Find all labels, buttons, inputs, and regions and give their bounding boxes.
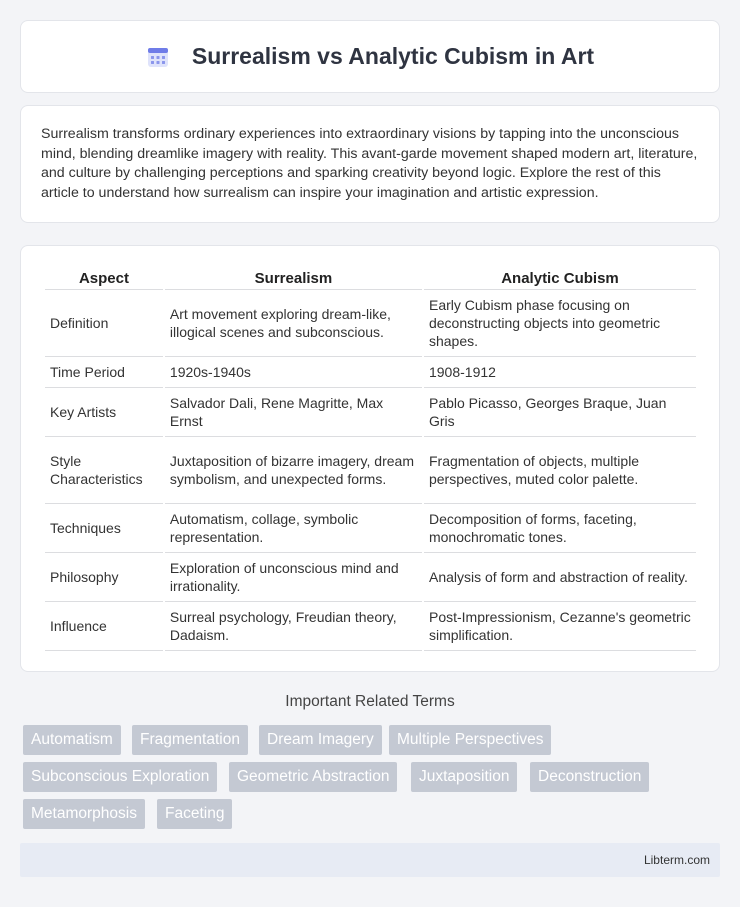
row-analytic-cubism: Fragmentation of objects, multiple perspectives, muted color palette.	[424, 437, 696, 504]
row-analytic-cubism: Analysis of form and abstraction of reality.	[424, 553, 696, 602]
header-aspect: Aspect	[45, 266, 163, 290]
row-surrealism: Surreal psychology, Freudian theory, Dadaism.	[165, 602, 422, 651]
row-surrealism: 1920s-1940s	[165, 357, 422, 388]
row-analytic-cubism: Pablo Picasso, Georges Braque, Juan Gris	[424, 388, 696, 437]
row-surrealism: Automatism, collage, symbolic representation.	[165, 504, 422, 553]
header-card	[20, 20, 720, 93]
row-aspect: Philosophy	[45, 553, 163, 602]
tag-subconscious-exploration[interactable]: Subconscious Exploration	[23, 762, 217, 792]
tag-dream-imagery[interactable]: Dream Imagery	[259, 725, 382, 755]
tag-geometric-abstraction[interactable]: Geometric Abstraction	[229, 762, 397, 792]
row-surrealism: Art movement exploring dream-like, illogical scenes and subconscious.	[165, 290, 422, 357]
tag-deconstruction[interactable]: Deconstruction	[530, 762, 649, 792]
table-header-row	[45, 266, 696, 290]
related-terms-title: Important Related Terms	[285, 693, 455, 710]
footer-site-link[interactable]: Libterm.com	[643, 853, 710, 867]
calendar-icon	[146, 45, 170, 69]
table-row	[45, 602, 696, 651]
row-aspect: Techniques	[45, 504, 163, 553]
footer	[20, 843, 720, 877]
header-surrealism: Surrealism	[165, 266, 422, 290]
row-aspect: Time Period	[45, 357, 163, 388]
tag-faceting[interactable]: Faceting	[157, 799, 232, 829]
row-analytic-cubism: 1908-1912	[424, 357, 696, 388]
row-surrealism: Salvador Dali, Rene Magritte, Max Ernst	[165, 388, 422, 437]
row-analytic-cubism: Post-Impressionism, Cezanne's geometric simplification.	[424, 602, 696, 651]
row-aspect: Definition	[45, 290, 163, 357]
row-analytic-cubism: Early Cubism phase focusing on deconstructing objects into geometric shapes.	[424, 290, 696, 357]
tag-multiple-perspectives[interactable]: Multiple Perspectives	[389, 725, 551, 755]
row-aspect: Key Artists	[45, 388, 163, 437]
tag-automatism[interactable]: Automatism	[23, 725, 121, 755]
intro-card	[20, 105, 720, 223]
page-title: Surrealism vs Analytic Cubism in Art	[191, 43, 595, 69]
table-row	[45, 388, 696, 437]
header-analytic-cubism: Analytic Cubism	[424, 266, 696, 290]
table-row	[45, 553, 696, 602]
tag-juxtaposition[interactable]: Juxtaposition	[411, 762, 517, 792]
row-aspect: Influence	[45, 602, 163, 651]
table-row	[45, 357, 696, 388]
tag-metamorphosis[interactable]: Metamorphosis	[23, 799, 145, 829]
comparison-table	[43, 266, 698, 651]
row-analytic-cubism: Decomposition of forms, faceting, monochromatic tones.	[424, 504, 696, 553]
row-surrealism: Juxtaposition of bizarre imagery, dream symbolism, and unexpected forms.	[165, 437, 422, 504]
row-surrealism: Exploration of unconscious mind and irrationality.	[165, 553, 422, 602]
intro-text: Surrealism transforms ordinary experiences into extraordinary visions by tapping into the unconscious mind, blending dreamlike imagery with reality. This avant-garde movement shaped modern art, literature, and culture by challenging perceptions and sparking creativity beyond logic. Explore the rest of this article to understand how surrealism can inspire your imagination and artistic expression.	[41, 126, 698, 201]
row-aspect: Style Characteristics	[45, 437, 163, 504]
table-row	[45, 290, 696, 357]
table-row	[45, 504, 696, 553]
tag-fragmentation[interactable]: Fragmentation	[132, 725, 248, 755]
table-row	[45, 437, 696, 504]
comparison-table-card	[20, 245, 720, 672]
